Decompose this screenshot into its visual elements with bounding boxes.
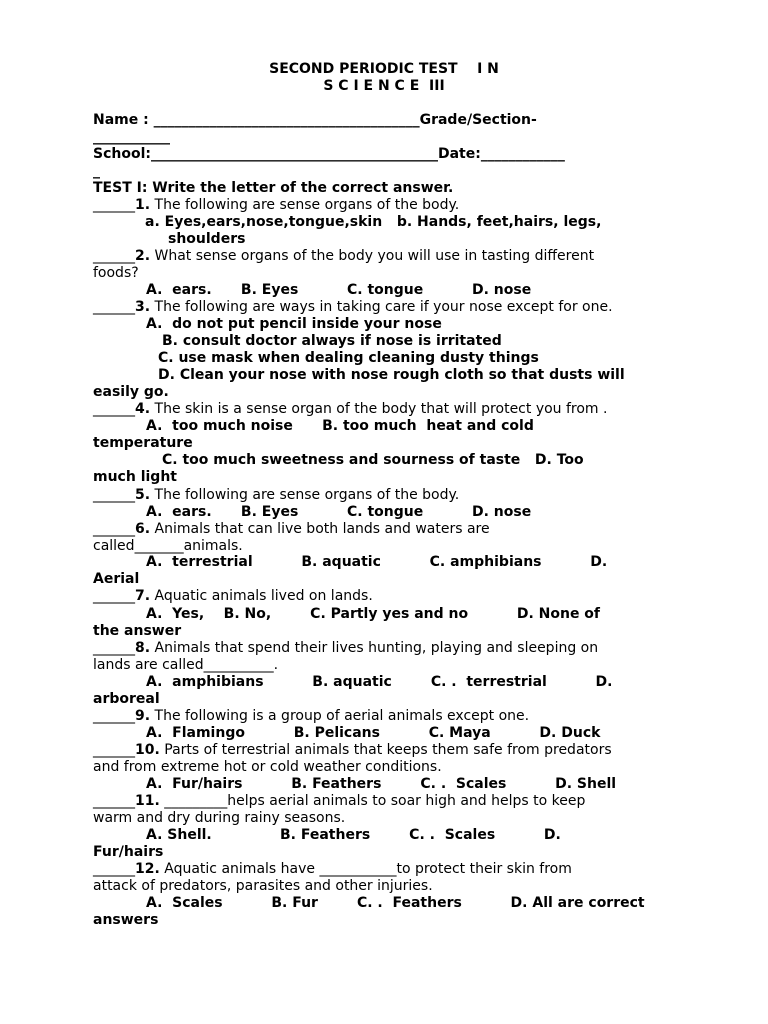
question-4-options-ab: A. too much noise B. too much heat and cold <box>146 418 534 434</box>
date-blank: ____________ <box>480 146 565 162</box>
name-line <box>93 112 537 129</box>
question-text: Aquatic animals have <box>159 861 320 877</box>
date-label: Date: <box>437 146 481 162</box>
question-text: The following is a group of aerial animals except one. <box>150 708 530 724</box>
grade-section-blank: ___________ <box>93 129 170 145</box>
fill-in-blank: ___________ <box>319 861 397 877</box>
question-7 <box>93 588 373 605</box>
question-text: Aquatic animals lived on lands. <box>150 588 373 604</box>
question-11-options: A. Shell. B. Feathers C. . Scales D. <box>146 827 561 843</box>
question-4-options-cd-continued: much light <box>93 469 177 485</box>
question-number: 11. <box>135 793 160 809</box>
question-4-options-cd: C. too much sweetness and sourness of taste D. Too <box>162 452 584 468</box>
answer-blank: ______ <box>93 640 135 656</box>
question-3-option-c: C. use mask when dealing cleaning dusty things <box>158 350 539 366</box>
question-number: 5. <box>135 487 151 503</box>
question-number: 1. <box>135 197 151 213</box>
question-2 <box>93 248 594 265</box>
fill-in-blank: _______ <box>134 538 184 554</box>
answer-blank: ______ <box>93 742 135 758</box>
question-5 <box>93 487 459 504</box>
question-text: The following are sense organs of the body. <box>150 197 460 213</box>
answer-blank: ______ <box>93 793 135 809</box>
answer-blank: ______ <box>93 248 135 264</box>
name-label: Name : <box>93 112 154 128</box>
question-number: 6. <box>135 521 151 537</box>
question-10-options: A. Fur/hairs B. Feathers C. . Scales D. Shell <box>146 776 617 792</box>
question-text: helps aerial animals to soar high and helps to keep <box>227 793 586 809</box>
question-8 <box>93 640 598 657</box>
question-11 <box>93 793 585 810</box>
question-12-options-continued: answers <box>93 912 159 928</box>
question-12-text-continued: attack of predators, parasites and other injuries. <box>93 878 433 894</box>
fill-in-blank: _________ <box>164 793 228 809</box>
question-3-option-d-continued: easily go. <box>93 384 169 400</box>
question-4-options-ab-continued: temperature <box>93 435 193 451</box>
question-6-options-continued: Aerial <box>93 571 140 587</box>
question-3-option-a: A. do not put pencil inside your nose <box>146 316 442 332</box>
question-12: ______12. Aquatic animals have ___________to protect their skin from <box>93 861 572 877</box>
question-6-text-continued: called_______animals. <box>93 538 243 554</box>
question-11-options-continued: Fur/hairs <box>93 844 164 860</box>
test-title: SECOND PERIODIC TEST I N <box>269 61 499 77</box>
test-subject: S C I E N C E III <box>323 78 445 94</box>
answer-blank: ______ <box>93 708 135 724</box>
answer-blank: ______ <box>93 861 135 877</box>
question-number: 8. <box>135 640 151 656</box>
answer-blank: ______ <box>93 487 135 503</box>
fill-in-blank: __________ <box>203 657 274 673</box>
question-number: 10. <box>135 742 160 758</box>
grade-section-label: Grade/Section- <box>419 112 537 128</box>
question-number: 2. <box>135 248 151 264</box>
question-number: 7. <box>135 588 151 604</box>
date-blank-continued: _ <box>93 163 100 179</box>
name-blank: ______________________________________ <box>153 112 420 128</box>
question-5-options: A. ears. B. Eyes C. tongue D. nose <box>146 504 532 520</box>
question-10 <box>93 742 612 759</box>
answer-blank: ______ <box>93 197 135 213</box>
question-number: 12. <box>135 861 160 877</box>
question-text: Animals that can live both lands and waters are <box>150 521 490 537</box>
question-1-options: a. Eyes,ears,nose,tongue,skin b. Hands, feet,hairs, legs, <box>145 214 602 230</box>
question-10-text-continued: and from extreme hot or cold weather conditions. <box>93 759 442 775</box>
test-heading: TEST I: Write the letter of the correct answer. <box>93 180 454 196</box>
school-label: School: <box>93 146 151 162</box>
question-6 <box>93 521 490 538</box>
question-text: Parts of terrestrial animals that keeps them safe from predators <box>159 742 612 758</box>
answer-blank: ______ <box>93 588 135 604</box>
question-8-text-continued: lands are called__________. <box>93 657 279 673</box>
question-2-options: A. ears. B. Eyes C. tongue D. nose <box>146 282 532 298</box>
question-11-text-continued: warm and dry during rainy seasons. <box>93 810 346 826</box>
question-4 <box>93 401 607 418</box>
question-9-options: A. Flamingo B. Pelicans C. Maya D. Duck <box>146 725 601 741</box>
question-number: 9. <box>135 708 151 724</box>
question-7-options-continued: the answer <box>93 623 182 639</box>
question-1-options-continued: shoulders <box>168 231 246 247</box>
question-text: The following are ways in taking care if your nose except for one. <box>150 299 613 315</box>
question-1 <box>93 197 459 214</box>
question-3-option-d: D. Clean your nose with nose rough cloth so that dusts will <box>158 367 625 383</box>
question-text: The following are sense organs of the body. <box>150 487 460 503</box>
answer-blank: ______ <box>93 521 135 537</box>
question-9 <box>93 708 529 725</box>
question-text: The skin is a sense organ of the body that will protect you from . <box>150 401 608 417</box>
question-8-options-continued: arboreal <box>93 691 160 707</box>
answer-blank: ______ <box>93 299 135 315</box>
question-12-options: A. Scales B. Fur C. . Feathers D. All are correct <box>146 895 645 911</box>
question-text: What sense organs of the body you will use in tasting different <box>150 248 595 264</box>
question-text: Animals that spend their lives hunting, playing and sleeping on <box>150 640 599 656</box>
answer-blank: ______ <box>93 401 135 417</box>
question-3-option-b: B. consult doctor always if nose is irritated <box>162 333 502 349</box>
question-8-options: A. amphibians B. aquatic C. . terrestrial D. <box>146 674 613 690</box>
question-3 <box>93 299 613 316</box>
school-blank: _________________________________________ <box>150 146 438 162</box>
question-number: 4. <box>135 401 151 417</box>
question-number: 3. <box>135 299 151 315</box>
question-7-options: A. Yes, B. No, C. Partly yes and no D. None of <box>146 606 601 622</box>
school-line <box>93 146 565 163</box>
question-2-text-continued: foods? <box>93 265 139 281</box>
question-6-options: A. terrestrial B. aquatic C. amphibians D. <box>146 554 608 570</box>
